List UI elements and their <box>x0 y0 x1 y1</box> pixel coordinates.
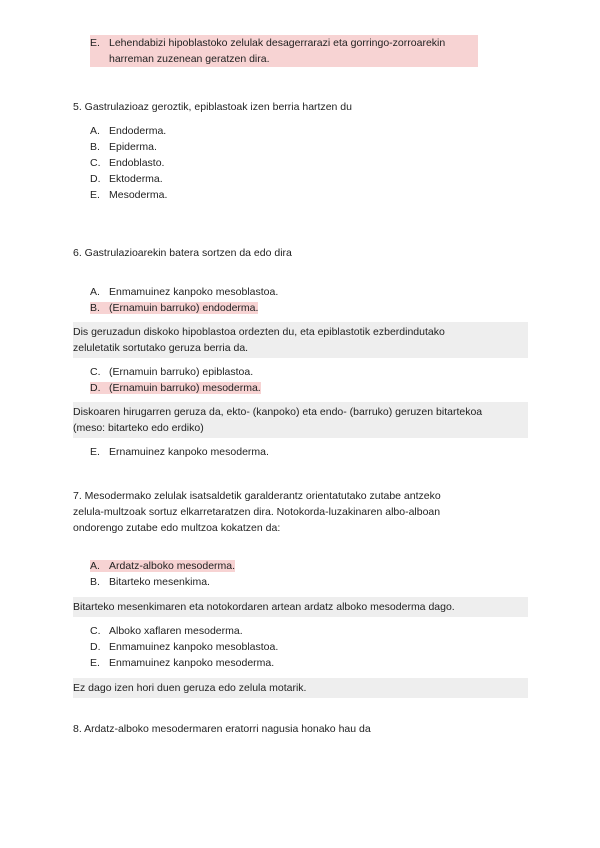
question-7-line1: 7. Mesodermako zelulak isatsaldetik garalderantz orientatutako zutabe antzeko <box>73 490 441 502</box>
q6-option-c[interactable]: C. (Ernamuin barruko) epiblastoa. <box>90 366 254 378</box>
q6-option-d[interactable] <box>90 380 261 396</box>
q6-option-a[interactable]: A. Enmamuinez kanpoko mesoblastoa. <box>90 286 279 298</box>
note-line: Dis geruzadun diskoko hipoblastoa ordezten du, eta epiblastotik ezberdindutako <box>73 326 445 338</box>
question-7-line2: zelula-multzoak sortuz elkarretaratzen dira. Notokorda-luzakinaren albo-alboan <box>73 506 441 518</box>
option-e-highlighted[interactable] <box>90 35 478 67</box>
q7-explanation-2: Ez dago izen hori duen geruza edo zelula motarik. <box>73 678 528 698</box>
q7-option-b[interactable]: B. Bitarteko mesenkima. <box>90 576 210 588</box>
q7-option-c[interactable]: C. Alboko xaflaren mesoderma. <box>90 625 243 637</box>
option-text-line1: Lehendabizi hipoblastoko zelulak desagerrarazi eta gorringo-zorroarekin <box>109 37 446 49</box>
q6-explanation-2 <box>73 402 528 438</box>
question-7-line3: ondorengo zutabe edo multzoa kokatzen da: <box>73 522 281 534</box>
q5-option-c[interactable]: C. Endoblasto. <box>90 157 165 169</box>
q5-option-d[interactable]: D. Ektoderma. <box>90 173 163 185</box>
q6-option-d-highlight: D. (Ernamuin barruko) mesoderma. <box>90 382 261 394</box>
question-6: 6. Gastrulazioarekin batera sortzen da edo dira <box>73 247 292 259</box>
option-letter: E. <box>90 37 100 49</box>
q6-explanation-1 <box>73 322 528 358</box>
q5-option-e[interactable]: E. Mesoderma. <box>90 189 168 201</box>
note-line: zeluletatik sortutako geruza berria da. <box>73 342 249 354</box>
q6-option-e[interactable]: E. Ernamuinez kanpoko mesoderma. <box>90 446 269 458</box>
q5-option-a[interactable]: A. Endoderma. <box>90 125 167 137</box>
note-line: (meso: bitarteko edo erdiko) <box>73 422 204 434</box>
note-line: Diskoaren hirugarren geruza da, ekto- (kanpoko) eta endo- (barruko) geruzen bitartekoa <box>73 406 483 418</box>
q7-option-e[interactable]: E. Enmamuinez kanpoko mesoderma. <box>90 657 275 669</box>
q6-option-b-highlight: B. (Ernamuin barruko) endoderma. <box>90 302 259 314</box>
q7-option-a[interactable] <box>90 558 235 574</box>
q7-option-d[interactable]: D. Enmamuinez kanpoko mesoblastoa. <box>90 641 279 653</box>
question-5: 5. Gastrulazioaz geroztik, epiblastoak izen berria hartzen du <box>73 101 352 113</box>
option-text-line2: harreman zuzenean geratzen dira. <box>109 53 270 65</box>
q6-option-b[interactable] <box>90 300 258 316</box>
q7-explanation-1: Bitarteko mesenkimaren eta notokordaren artean ardatz alboko mesoderma dago. <box>73 597 528 617</box>
question-8: 8. Ardatz-alboko mesodermaren eratorri nagusia honako hau da <box>73 723 371 735</box>
q7-option-a-highlight: A. Ardatz-alboko mesoderma. <box>90 560 236 572</box>
q5-option-b[interactable]: B. Epiderma. <box>90 141 157 153</box>
